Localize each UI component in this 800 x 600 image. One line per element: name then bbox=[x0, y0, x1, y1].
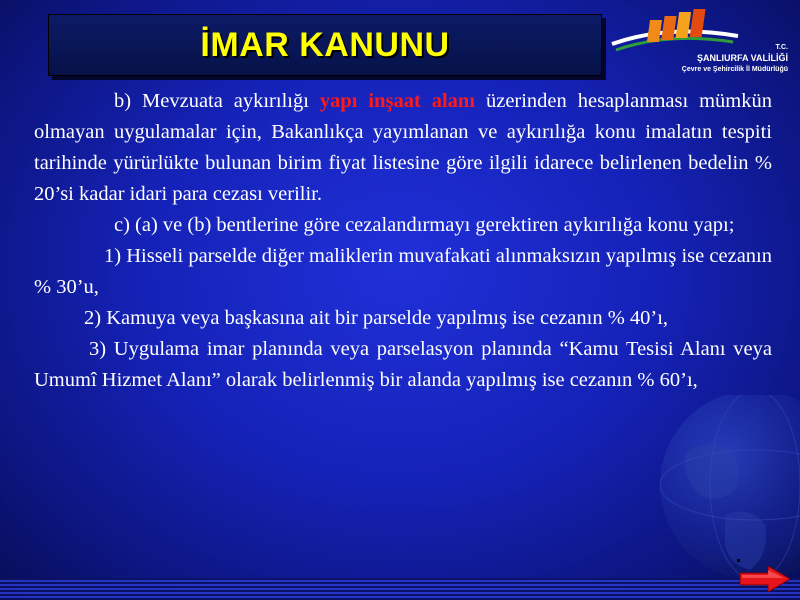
logo-tc-text: T.C. bbox=[775, 44, 788, 51]
slide-body bbox=[34, 86, 772, 396]
globe-icon bbox=[655, 395, 800, 595]
paragraph-b-start: b) Mevzuata aykırılığı bbox=[114, 90, 320, 112]
list-item-3: 3) Uygulama imar planında veya parselasyon planında “Kamu Tesisi Alanı veya Umumî Hizmet Alanı” olarak belirlenmiş bir alanda yapılmış ise cezanın % 60’ı, bbox=[34, 338, 772, 391]
paragraph-b-end: üzerinden hesaplanması mümkün olmayan uygulamalar için, Bakanlıkça yayımlanan ve aykırılığa konu imalatın tespiti tarihinde yürürlükte bulunan birim fiyat listesine göre ilgili idarece belirlenen bedelin % 20’si kadar idari para cezası verilir. bbox=[34, 90, 772, 205]
small-dot bbox=[737, 559, 740, 562]
page-title: İMAR KANUNU bbox=[200, 25, 450, 64]
highlight-yapi-insaat-alani: yapı inşaat alanı bbox=[319, 90, 476, 112]
list-item-2: 2) Kamuya veya başkasına ait bir parselde yapılmış ise cezanın % 40’ı, bbox=[84, 307, 669, 329]
logo-name-text: ŞANLIURFA VALİLİĞİ bbox=[697, 53, 788, 63]
list-item-1: 1) Hisseli parselde diğer maliklerin muvafakati alınmaksızın yapılmış ise cezanın % 30’u, bbox=[34, 245, 772, 298]
paragraph-c: c) (a) ve (b) bentlerine göre cezalandırmayı gerektiren aykırılığa konu yapı; bbox=[114, 214, 735, 236]
logo-sub-text: Çevre ve Şehircilik İl Müdürlüğü bbox=[681, 66, 788, 73]
paragraph-b bbox=[34, 86, 772, 210]
valilik-logo bbox=[608, 6, 798, 78]
next-arrow-icon[interactable] bbox=[740, 566, 790, 592]
title-bar bbox=[48, 14, 602, 76]
